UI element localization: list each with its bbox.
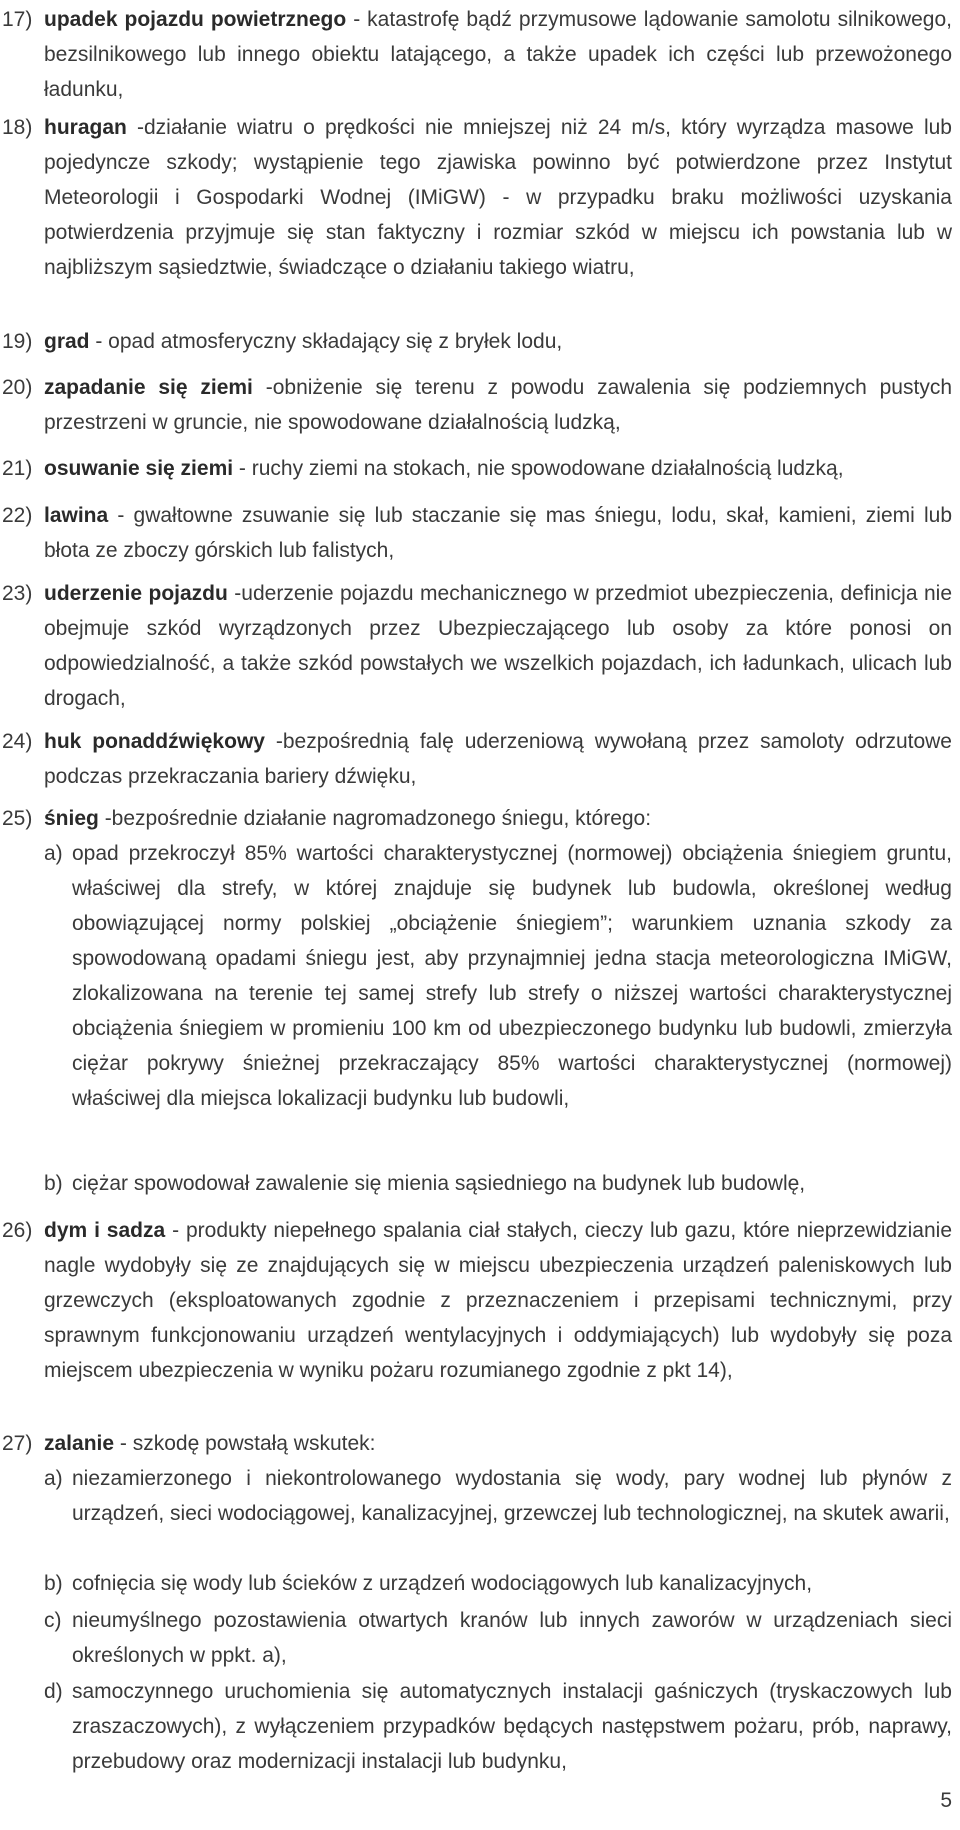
item-number: 17) <box>2 8 33 31</box>
definition-term: lawina <box>44 504 109 527</box>
definition-body <box>44 1213 952 1388</box>
definition-body <box>44 451 952 486</box>
item-number: 25) <box>2 807 33 830</box>
definition-term: uderzenie pojazdu <box>44 582 228 605</box>
sub-letter: c) <box>44 1609 62 1632</box>
definition-body <box>44 110 952 285</box>
definition-body <box>44 2 952 107</box>
definition-body <box>44 1426 952 1461</box>
definition-text: -bezpośrednią falę uderzeniową wywołaną przez samoloty odrzutowe podczas przekraczania bariery dźwięku, <box>44 730 952 788</box>
definition-text: - szkodę powstałą wskutek: <box>114 1432 376 1455</box>
item-number: 22) <box>2 504 33 527</box>
definition-text: -działanie wiatru o prędkości nie mniejszej niż 24 m/s, który wyrządza masowe lub pojedyncze szkody; wystąpienie tego zjawiska powinno być potwierdzone przez Instytut Meteorologii i Gospodarki Wodnej (IMiGW) - w przypadku braku możliwości uzyskania potwierdzenia przyjmuje się stan faktyczny i rozmiar szkód w miejscu ich powstania lub w najbliższym sąsiedztwie, świadczące o działaniu takiego wiatru, <box>44 116 952 279</box>
definition-body <box>44 324 952 359</box>
item-number: 18) <box>2 116 33 139</box>
definition-text: - katastrofę bądź przymusowe lądowanie samolotu silnikowego, bezsilnikowego lub innego obiektu latającego, a także upadek ich części lub przewożonego ładunku, <box>44 8 952 101</box>
item-number: 26) <box>2 1219 33 1242</box>
definition-term: huk ponaddźwiękowy <box>44 730 265 753</box>
sub-text: niezamierzonego i niekontrolowanego wydostania się wody, pary wodnej lub płynów z urządzeń, sieci wodociągowej, kanalizacyjnej, grzewczej lub technologicznej, na skutek awarii, <box>72 1467 952 1525</box>
sub-text: cofnięcia się wody lub ścieków z urządzeń wodociągowych lub kanalizacyjnych, <box>72 1572 813 1595</box>
sub-text: nieumyślnego pozostawienia otwartych kranów lub innych zaworów w urządzeniach sieci określonych w ppkt. a), <box>72 1609 952 1667</box>
definition-term: osuwanie się ziemi <box>44 457 234 480</box>
item-number: 19) <box>2 330 33 353</box>
item-number: 20) <box>2 376 33 399</box>
definition-term: zapadanie się ziemi <box>44 376 253 399</box>
definition-text: -uderzenie pojazdu mechanicznego w przedmiot ubezpieczenia, definicja nie obejmuje szkód wyrządzonych przez Ubezpieczającego lub osoby za które ponosi on odpowiedzialność, a także szkód powstałych we wszelkich pojazdach, ich ładunkach, ulicach lub drogach, <box>44 582 952 710</box>
sub-text: ciężar spowodował zawalenie się mienia sąsiedniego na budynek lub budowlę, <box>72 1172 806 1195</box>
definition-term: grad <box>44 330 90 353</box>
page-number: 5 <box>940 1789 952 1812</box>
definition-text: - opad atmosferyczny składający się z bryłek lodu, <box>89 330 563 353</box>
definition-text: -bezpośrednie działanie nagromadzonego śniegu, którego: <box>98 807 652 830</box>
sub-letter: a) <box>44 842 63 865</box>
definition-term: upadek pojazdu powietrznego <box>44 8 347 31</box>
definition-body <box>44 576 952 716</box>
item-number: 21) <box>2 457 33 480</box>
sub-letter: a) <box>44 1467 63 1490</box>
definition-text: - produkty niepełnego spalania ciał stałych, cieczy lub gazu, które nieprzewidzianie nagle wydobyły się ze znajdujących się w miejscu ubezpieczenia urządzeń paleniskowych lub grzewczych (eksploatowanych zgodnie z przeznaczeniem i przepisami technicznymi, przy sprawnym funkcjonowaniu urządzeń wentylacyjnych i oddymiających) lub wydobyły się poza miejscem ubezpieczenia w wyniku pożaru rozumianego zgodnie z pkt 14), <box>44 1219 952 1382</box>
definition-text: -obniżenie się terenu z powodu zawalenia się podziemnych pustych przestrzeni w gruncie, nie spowodowane działalnością ludzką, <box>44 376 952 434</box>
definition-term: dym i sadza <box>44 1219 166 1242</box>
definition-text: - gwałtowne zsuwanie się lub staczanie się mas śniegu, lodu, skał, kamieni, ziemi lub błota ze zboczy górskich lub falistych, <box>44 504 952 562</box>
item-number: 24) <box>2 730 33 753</box>
sub-text: opad przekroczył 85% wartości charakterystycznej (normowej) obciążenia śniegiem gruntu, właściwej dla strefy, w której znajduje się budynek lub budowla, określonej według obowiązującej normy polskiej „obciążenie śniegiem”; warunkiem uznania szkody za spowodowaną opadami śniegu jest, aby przynajmniej jedna stacja meteorologiczna IMiGW, zlokalizowana na terenie tej samej strefy lub strefy o niższej wartości charakterystycznej obciążenia śniegiem w promieniu 100 km od ubezpieczonego budynku lub budowli, zmierzyła ciężar pokrywy śnieżnej przekraczający 85% wartości charakterystycznej (normowej) właściwej dla miejsca lokalizacji budynku lub budowli, <box>72 842 952 1110</box>
item-number: 27) <box>2 1432 33 1455</box>
definition-term: zalanie <box>44 1432 115 1455</box>
sub-letter: d) <box>44 1680 63 1703</box>
definition-body <box>44 370 952 440</box>
sub-text: samoczynnego uruchomienia się automatycznych instalacji gaśniczych (tryskaczowych lub zraszaczowych), z wyłączeniem przypadków będących następstwem pożaru, prób, naprawy, przebudowy oraz modernizacji instalacji lub budynku, <box>72 1680 952 1773</box>
definition-body <box>44 801 952 836</box>
sub-letter: b) <box>44 1572 63 1595</box>
definition-term: huragan <box>44 116 127 139</box>
definition-term: śnieg <box>44 807 99 830</box>
item-number: 23) <box>2 582 33 605</box>
definition-body <box>44 498 952 568</box>
definition-text: - ruchy ziemi na stokach, nie spowodowane działalnością ludzką, <box>233 457 844 480</box>
sub-letter: b) <box>44 1172 63 1195</box>
definition-body <box>44 724 952 794</box>
